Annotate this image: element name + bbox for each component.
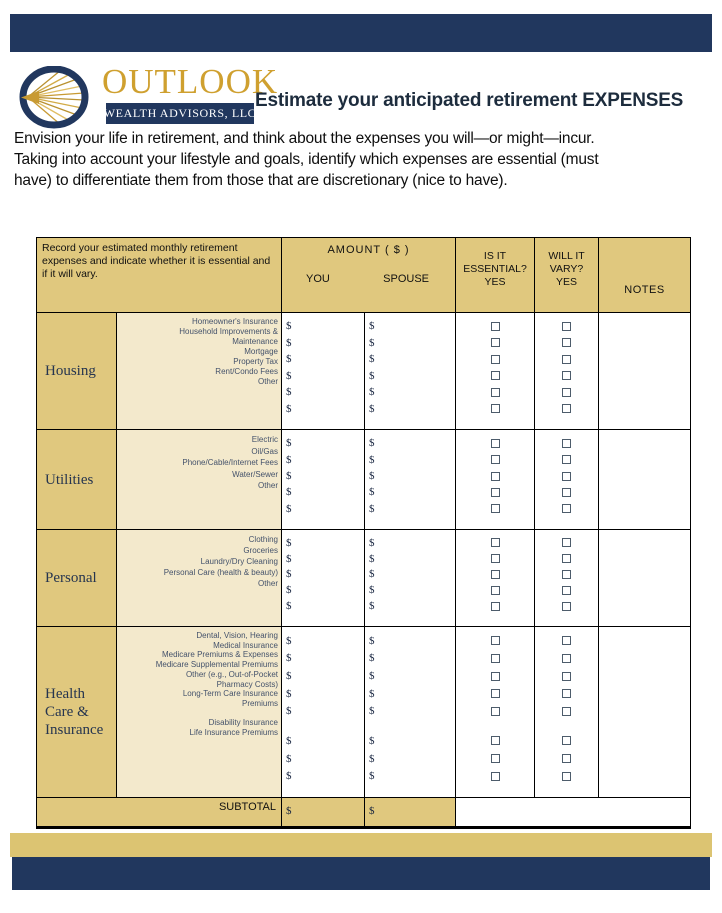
amount-field-you[interactable]	[282, 582, 364, 598]
vary-checkbox[interactable]	[562, 388, 571, 397]
category-cell-personal	[37, 530, 117, 626]
amount-field-you[interactable]	[282, 351, 364, 368]
vary-checkbox-row	[535, 767, 598, 785]
amount-field-spouse[interactable]	[365, 484, 455, 500]
amount-field-spouse[interactable]	[365, 535, 455, 551]
table-instruction: Record your estimated monthly retirement expenses and indicate whether it is essential and if it will vary.	[37, 238, 282, 312]
spouse-amount-column	[365, 530, 456, 626]
notes-cell[interactable]	[599, 530, 690, 626]
amount-field-spouse[interactable]	[365, 632, 455, 650]
amount-field-spouse[interactable]	[365, 468, 455, 484]
essential-checkbox-row	[456, 401, 534, 418]
dollar-sign: $	[369, 634, 375, 647]
dollar-sign: $	[286, 584, 292, 597]
intro-line: Taking into account your lifestyle and goals, identify which expenses are essential (must	[14, 151, 599, 168]
expense-label: Disability Insurance	[208, 718, 278, 728]
expense-label: Property Tax	[233, 357, 278, 366]
amount-field-spouse[interactable]	[365, 732, 455, 750]
vary-checkbox-row	[535, 667, 598, 685]
vary-checkbox[interactable]	[562, 371, 571, 380]
dollar-sign: $	[369, 470, 375, 483]
vary-checkbox[interactable]	[562, 586, 571, 595]
section-housing	[37, 313, 690, 429]
notes-cell[interactable]	[599, 627, 690, 797]
vary-checkbox-row	[535, 435, 598, 451]
essential-checkbox-row	[456, 703, 534, 721]
spouse-column-header: SPOUSE	[383, 273, 429, 285]
dollar-sign: $	[286, 705, 292, 718]
dollar-sign: $	[369, 770, 375, 783]
subtotal-label: SUBTOTAL	[37, 798, 282, 826]
dollar-sign: $	[286, 752, 292, 765]
category-label: Utilities	[45, 471, 94, 488]
vary-checkbox-row	[535, 451, 598, 467]
dollar-sign: $	[286, 536, 292, 549]
amount-field-you[interactable]	[282, 703, 364, 721]
essential-checkbox[interactable]	[491, 772, 500, 781]
expense-label: Clothing	[248, 535, 278, 544]
dollar-sign: $	[369, 568, 375, 581]
expense-label: Pharmacy Costs)	[216, 679, 278, 689]
you-amount-column	[282, 313, 365, 429]
spouse-amount-column	[365, 313, 456, 429]
expense-label: Long-Term Care Insurance	[182, 689, 278, 699]
dollar-sign: $	[369, 552, 375, 565]
row-gap	[535, 720, 598, 732]
row-gap	[456, 720, 534, 732]
expenses-table	[36, 237, 691, 829]
essential-checkbox-row	[456, 551, 534, 567]
expense-labels	[117, 430, 282, 529]
amount-field-you[interactable]	[282, 632, 364, 650]
vary-checkbox-row	[535, 401, 598, 418]
expense-label: Medical Insurance	[213, 640, 278, 650]
essential-column	[456, 313, 535, 429]
intro-line: have) to differentiate them from those that are discretionary (nice to have).	[14, 172, 508, 189]
essential-checkbox-row	[456, 598, 534, 614]
intro-text	[14, 128, 716, 191]
essential-checkbox[interactable]	[491, 388, 500, 397]
dollar-sign: $	[286, 453, 292, 466]
dollar-sign: $	[286, 320, 292, 333]
vary-checkbox[interactable]	[562, 504, 571, 513]
essential-checkbox-row	[456, 685, 534, 703]
essential-checkbox-row	[456, 667, 534, 685]
essential-checkbox-row	[456, 632, 534, 650]
dollar-sign: $	[286, 353, 292, 366]
vary-checkbox[interactable]	[562, 736, 571, 745]
vary-checkbox[interactable]	[562, 654, 571, 663]
category-label: Personal	[45, 570, 97, 586]
essential-checkbox[interactable]	[491, 355, 500, 364]
essential-checkbox[interactable]	[491, 602, 500, 611]
category-label: Health Care & Insurance	[45, 686, 104, 738]
vary-checkbox[interactable]	[562, 554, 571, 563]
expense-label: Oil/Gas	[251, 446, 278, 456]
amount-field-spouse[interactable]	[365, 667, 455, 685]
dollar-sign: $	[286, 805, 292, 817]
essential-checkbox[interactable]	[491, 439, 500, 448]
notes-cell[interactable]	[599, 430, 690, 529]
expense-label: Other	[257, 481, 278, 490]
logo-subtitle: WEALTH ADVISORS, LLC	[106, 103, 254, 124]
dollar-sign: $	[369, 437, 375, 450]
subtotal-row	[37, 797, 690, 826]
amount-field-you[interactable]	[282, 535, 364, 551]
essential-header-line: ESSENTIAL?	[463, 263, 527, 275]
row-gap	[282, 720, 364, 732]
essential-header-line: YES	[484, 276, 506, 288]
essential-checkbox[interactable]	[491, 404, 500, 413]
vary-checkbox[interactable]	[562, 672, 571, 681]
vary-checkbox-row	[535, 468, 598, 484]
dollar-sign: $	[369, 453, 375, 466]
essential-checkbox[interactable]	[491, 371, 500, 380]
amount-field-spouse[interactable]	[365, 351, 455, 368]
vary-checkbox-row	[535, 632, 598, 650]
dollar-sign: $	[286, 502, 292, 515]
expense-label: Other	[257, 377, 278, 386]
vary-checkbox[interactable]	[562, 338, 571, 347]
amount-field-you[interactable]	[282, 335, 364, 352]
vary-checkbox-row	[535, 685, 598, 703]
expense-label: Rent/Condo Fees	[215, 367, 278, 376]
essential-checkbox[interactable]	[491, 538, 500, 547]
vary-column	[535, 430, 599, 529]
spouse-amount-column	[365, 627, 456, 797]
essential-checkbox[interactable]	[491, 322, 500, 331]
expense-label: Mortgage	[244, 347, 278, 356]
spouse-amount-column	[365, 430, 456, 529]
dollar-sign: $	[286, 770, 292, 783]
amount-field-you[interactable]	[282, 732, 364, 750]
logo-wordmark: OUTLOOK	[102, 62, 279, 101]
essential-column	[456, 627, 535, 797]
vary-checkbox-row	[535, 732, 598, 750]
vary-checkbox-row	[535, 335, 598, 352]
dollar-sign: $	[369, 670, 375, 683]
amount-field-spouse[interactable]	[365, 451, 455, 467]
top-bar	[10, 14, 712, 52]
essential-column	[456, 430, 535, 529]
dollar-sign: $	[369, 502, 375, 515]
dollar-sign: $	[286, 600, 292, 613]
essential-checkbox[interactable]	[491, 636, 500, 645]
amount-field-you[interactable]	[282, 384, 364, 401]
vary-checkbox[interactable]	[562, 689, 571, 698]
amount-field-spouse[interactable]	[365, 767, 455, 785]
vary-checkbox-row	[535, 501, 598, 517]
vary-checkbox[interactable]	[562, 636, 571, 645]
dollar-sign: $	[369, 486, 375, 499]
vary-checkbox-row	[535, 582, 598, 598]
amount-field-spouse[interactable]	[365, 501, 455, 517]
amount-header-label: AMOUNT ( $ )	[327, 244, 410, 256]
amount-field-spouse[interactable]	[365, 703, 455, 721]
essential-checkbox-row	[456, 451, 534, 467]
essential-checkbox-row	[456, 650, 534, 668]
section-health-care-insurance	[37, 626, 690, 797]
table-header	[37, 238, 690, 313]
essential-checkbox[interactable]	[491, 672, 500, 681]
essential-checkbox-row	[456, 468, 534, 484]
vary-header-line: VARY?	[549, 263, 584, 275]
amount-field-spouse[interactable]	[365, 401, 455, 418]
expense-label: Homeowner's Insurance	[191, 317, 278, 326]
vary-checkbox-row	[535, 551, 598, 567]
essential-checkbox[interactable]	[491, 472, 500, 481]
essential-checkbox[interactable]	[491, 338, 500, 347]
dollar-sign: $	[286, 652, 292, 665]
amount-field-you[interactable]	[282, 567, 364, 583]
vary-checkbox[interactable]	[562, 455, 571, 464]
amount-field-spouse[interactable]	[365, 567, 455, 583]
page-title: Estimate your anticipated retirement EXPENSES	[255, 90, 684, 111]
vary-checkbox[interactable]	[562, 488, 571, 497]
amount-field-you[interactable]	[282, 501, 364, 517]
vary-checkbox-row	[535, 567, 598, 583]
essential-checkbox[interactable]	[491, 707, 500, 716]
subtotal-notes-area	[456, 798, 690, 826]
essential-checkbox[interactable]	[491, 654, 500, 663]
expense-labels	[117, 627, 282, 797]
dollar-sign: $	[369, 369, 375, 382]
essential-checkbox-row	[456, 335, 534, 352]
dollar-sign: $	[369, 652, 375, 665]
expense-label: Medicare Premiums & Expenses	[161, 650, 278, 660]
essential-checkbox-row	[456, 567, 534, 583]
amount-field-you[interactable]	[282, 650, 364, 668]
dollar-sign: $	[286, 437, 292, 450]
dollar-sign: $	[286, 336, 292, 349]
vary-checkbox-row	[535, 484, 598, 500]
dollar-sign: $	[286, 552, 292, 565]
bottom-bar	[12, 857, 710, 890]
logo-rays-icon	[18, 66, 90, 130]
vary-column	[535, 313, 599, 429]
vary-checkbox-row	[535, 384, 598, 401]
essential-checkbox-row	[456, 351, 534, 368]
amount-field-you[interactable]	[282, 551, 364, 567]
vary-checkbox[interactable]	[562, 538, 571, 547]
vary-checkbox-row	[535, 351, 598, 368]
amount-field-spouse[interactable]	[365, 750, 455, 768]
amount-field-spouse[interactable]	[365, 598, 455, 614]
dollar-sign: $	[286, 670, 292, 683]
vary-header-line: YES	[555, 276, 577, 288]
dollar-sign: $	[369, 386, 375, 399]
essential-checkbox-row	[456, 582, 534, 598]
vary-checkbox-row	[535, 650, 598, 668]
dollar-sign: $	[369, 402, 375, 415]
vary-column	[535, 627, 599, 797]
expense-label: Electric	[251, 435, 278, 444]
dollar-sign: $	[369, 353, 375, 366]
vary-checkbox[interactable]	[562, 404, 571, 413]
amount-field-you[interactable]	[282, 598, 364, 614]
amount-field-you[interactable]	[282, 750, 364, 768]
amount-field-you[interactable]	[282, 368, 364, 385]
essential-checkbox-row	[456, 732, 534, 750]
vary-checkbox-row	[535, 598, 598, 614]
subtotal-amount-you[interactable]	[282, 798, 365, 826]
amount-column-header	[282, 238, 456, 312]
vary-checkbox-row	[535, 703, 598, 721]
dollar-sign: $	[369, 336, 375, 349]
vary-header-line: WILL IT	[548, 250, 585, 262]
you-amount-column	[282, 627, 365, 797]
vary-checkbox[interactable]	[562, 355, 571, 364]
essential-checkbox-row	[456, 484, 534, 500]
essential-checkbox[interactable]	[491, 736, 500, 745]
essential-checkbox[interactable]	[491, 689, 500, 698]
amount-field-you[interactable]	[282, 767, 364, 785]
amount-field-spouse[interactable]	[365, 650, 455, 668]
essential-checkbox-row	[456, 501, 534, 517]
amount-field-spouse[interactable]	[365, 582, 455, 598]
you-amount-column	[282, 530, 365, 626]
essential-checkbox[interactable]	[491, 504, 500, 513]
dollar-sign: $	[286, 568, 292, 581]
amount-field-spouse[interactable]	[365, 368, 455, 385]
essential-checkbox-row	[456, 435, 534, 451]
notes-column-header: NOTES	[624, 284, 665, 296]
essential-checkbox[interactable]	[491, 488, 500, 497]
dollar-sign: $	[286, 486, 292, 499]
dollar-sign: $	[286, 369, 292, 382]
expense-label: Maintenance	[232, 337, 278, 346]
dollar-sign: $	[369, 536, 375, 549]
expense-labels	[117, 530, 282, 626]
amount-field-you[interactable]	[282, 451, 364, 467]
essential-checkbox[interactable]	[491, 586, 500, 595]
amount-field-you[interactable]	[282, 685, 364, 703]
essential-checkbox[interactable]	[491, 754, 500, 763]
section-utilities	[37, 429, 690, 529]
table-body	[37, 313, 690, 797]
category-cell-utilities	[37, 430, 117, 529]
amount-field-you[interactable]	[282, 401, 364, 418]
expense-label	[119, 709, 278, 719]
subtotal-amount-spouse[interactable]	[365, 798, 456, 826]
amount-field-spouse[interactable]	[365, 685, 455, 703]
amount-field-spouse[interactable]	[365, 551, 455, 567]
expense-label: Groceries	[243, 546, 278, 555]
dollar-sign: $	[369, 752, 375, 765]
vary-checkbox-row	[535, 750, 598, 768]
vary-checkbox[interactable]	[562, 439, 571, 448]
you-column-header: YOU	[306, 273, 330, 285]
dollar-sign: $	[286, 386, 292, 399]
expense-label: Life Insurance Premiums	[189, 728, 278, 738]
amount-field-you[interactable]	[282, 667, 364, 685]
dollar-sign: $	[369, 584, 375, 597]
expense-label: Medicare Supplemental Premiums	[155, 660, 278, 670]
vary-checkbox-row	[535, 368, 598, 385]
expense-labels	[117, 313, 282, 429]
intro-line: Envision your life in retirement, and think about the expenses you will—or might—incur.	[14, 130, 595, 147]
expense-label: Household Improvements &	[179, 327, 278, 336]
expense-label: Other	[257, 579, 278, 588]
amount-field-spouse[interactable]	[365, 318, 455, 335]
dollar-sign: $	[369, 687, 375, 700]
essential-checkbox-row	[456, 767, 534, 785]
category-cell-health-care-insurance	[37, 627, 117, 797]
dollar-sign: $	[286, 470, 292, 483]
category-cell-housing	[37, 313, 117, 429]
vary-checkbox-row	[535, 318, 598, 335]
vary-checkbox-row	[535, 535, 598, 551]
dollar-sign: $	[286, 687, 292, 700]
essential-checkbox[interactable]	[491, 455, 500, 464]
essential-checkbox-row	[456, 750, 534, 768]
expense-label: Phone/Cable/Internet Fees	[182, 458, 278, 467]
dollar-sign: $	[369, 320, 375, 333]
expense-label: Personal Care (health & beauty)	[163, 568, 278, 577]
expense-label: Laundry/Dry Cleaning	[200, 557, 278, 566]
expense-label: Dental, Vision, Hearing	[196, 631, 278, 640]
notes-cell[interactable]	[599, 313, 690, 429]
amount-field-you[interactable]	[282, 318, 364, 335]
amount-field-you[interactable]	[282, 468, 364, 484]
amount-field-you[interactable]	[282, 435, 364, 451]
vary-checkbox[interactable]	[562, 570, 571, 579]
essential-header-line: IS IT	[483, 250, 507, 262]
dollar-sign: $	[286, 734, 292, 747]
dollar-sign: $	[369, 734, 375, 747]
vary-checkbox[interactable]	[562, 754, 571, 763]
expense-label: Premiums	[241, 698, 278, 708]
vary-checkbox[interactable]	[562, 707, 571, 716]
vary-checkbox[interactable]	[562, 322, 571, 331]
amount-field-spouse[interactable]	[365, 435, 455, 451]
amount-field-spouse[interactable]	[365, 384, 455, 401]
category-label: Housing	[45, 363, 96, 379]
essential-checkbox-row	[456, 535, 534, 551]
amount-field-spouse[interactable]	[365, 335, 455, 352]
vary-checkbox[interactable]	[562, 602, 571, 611]
essential-column-header	[456, 238, 535, 312]
vary-checkbox[interactable]	[562, 772, 571, 781]
dollar-sign: $	[369, 705, 375, 718]
dollar-sign: $	[286, 402, 292, 415]
essential-checkbox[interactable]	[491, 570, 500, 579]
vary-column-header	[535, 238, 599, 312]
dollar-sign: $	[369, 805, 375, 817]
vary-column	[535, 530, 599, 626]
essential-checkbox-row	[456, 318, 534, 335]
expense-label: Water/Sewer	[232, 469, 278, 479]
section-personal	[37, 529, 690, 626]
essential-column	[456, 530, 535, 626]
vary-checkbox[interactable]	[562, 472, 571, 481]
expense-label: Other (e.g., Out-of-Pocket	[185, 669, 278, 679]
dollar-sign: $	[286, 634, 292, 647]
essential-checkbox-row	[456, 384, 534, 401]
essential-checkbox-row	[456, 368, 534, 385]
gold-band	[10, 833, 712, 857]
you-amount-column	[282, 430, 365, 529]
row-gap	[365, 720, 455, 732]
amount-field-you[interactable]	[282, 484, 364, 500]
essential-checkbox[interactable]	[491, 554, 500, 563]
dollar-sign: $	[369, 600, 375, 613]
